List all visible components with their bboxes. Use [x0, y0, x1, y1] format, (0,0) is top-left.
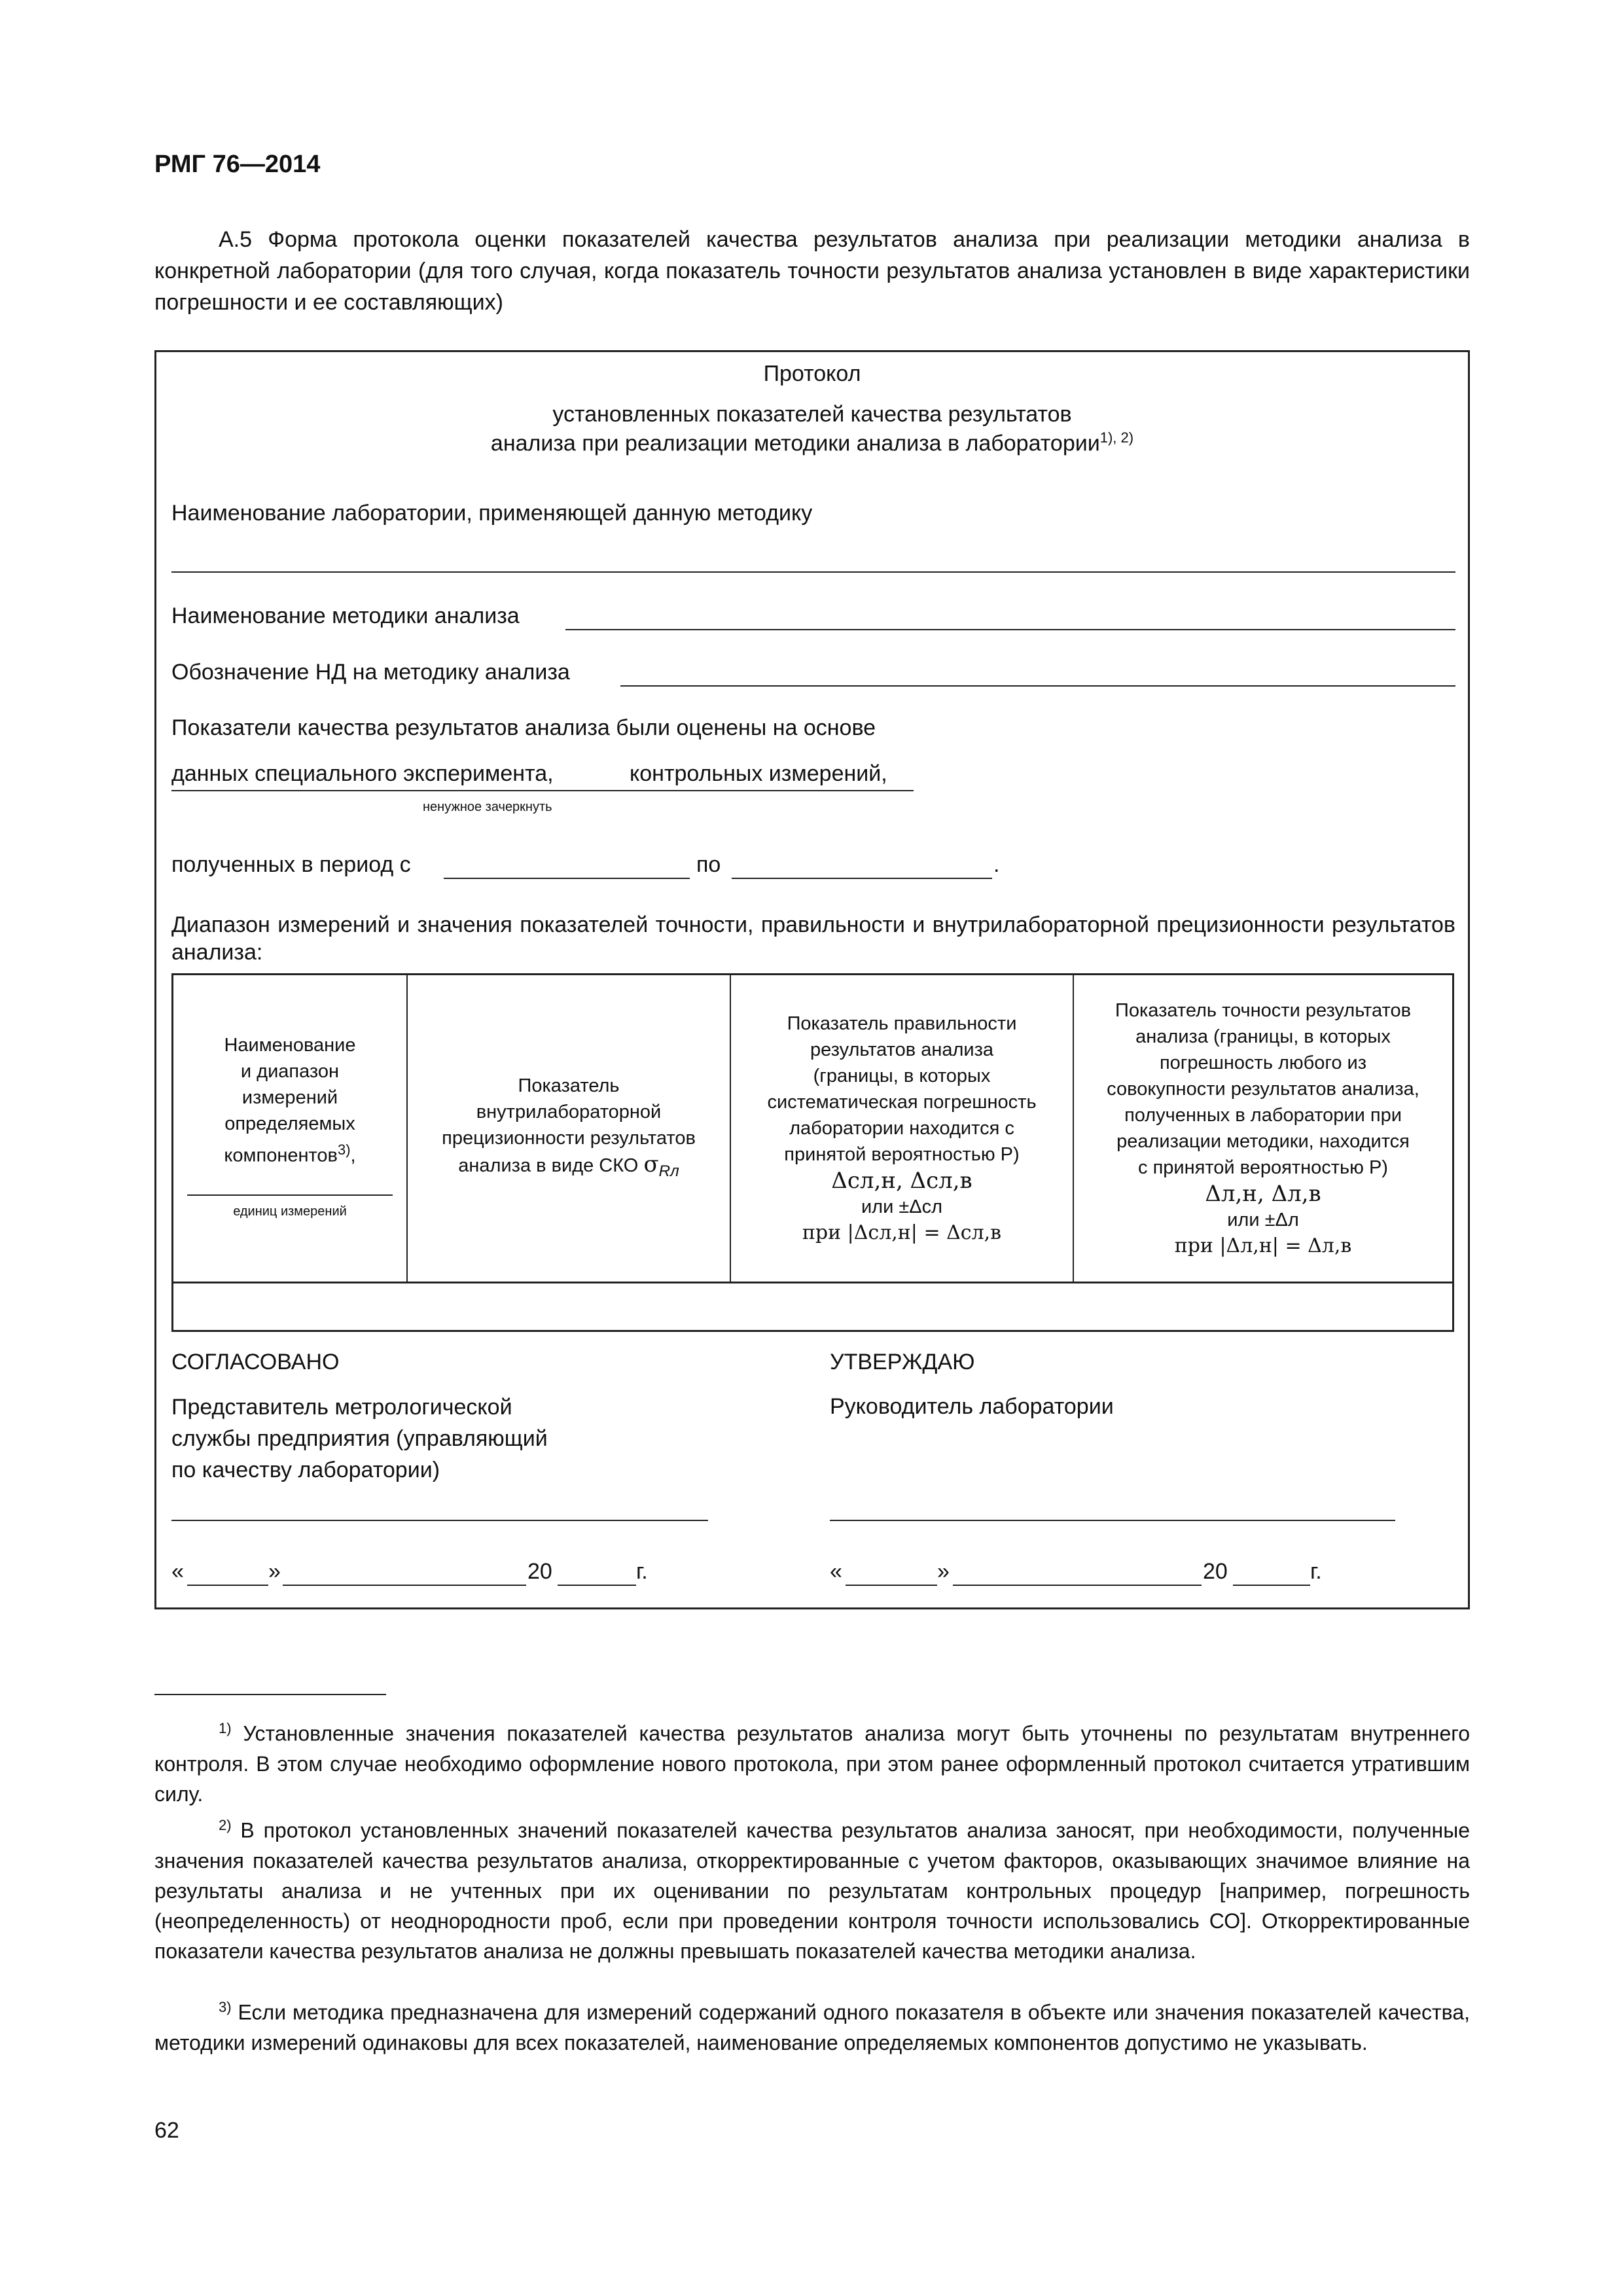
col4-formula-2: или ±Δл — [1227, 1210, 1299, 1230]
agreed-date-g: г. — [636, 1559, 648, 1584]
basis-underline — [171, 790, 914, 791]
basis-option-control[interactable]: контрольных измерений, — [630, 761, 887, 786]
footnote-text: Установленные значения показателей качества результатов анализа могут быть уточнены по результатам внутреннего контроля. В этом случае необходимо оформление нового протокола, при этом ранее оформленный протокол считается утратившим силу. — [154, 1721, 1471, 1806]
agreed-role-line: службы предприятия (управляющий — [171, 1426, 548, 1451]
agreed-date-month[interactable] — [283, 1585, 526, 1586]
col1-line: компонентов — [224, 1145, 338, 1166]
method-name-field[interactable] — [565, 629, 1455, 630]
col4-line: совокупности результатов анализа, — [1107, 1079, 1419, 1100]
col3-line: (границы, в которых — [813, 1066, 991, 1086]
range-label: Диапазон измерений и значения показателей точности, правильности и внутрилабораторной прецизионности результатов анализа: — [171, 912, 1455, 965]
page-number: 62 — [154, 2118, 179, 2143]
period-from-field[interactable] — [444, 878, 690, 879]
col1-ref: 3) — [337, 1141, 351, 1158]
col3-formula-1: Δсл,н, Δсл,в — [831, 1168, 972, 1194]
period-label: полученных в период с — [171, 852, 411, 877]
period-to-field[interactable] — [732, 878, 992, 879]
col1-units: единиц измерений — [233, 1204, 347, 1219]
footnote-text: Если методика предназначена для измерений содержаний одного показателя в объекте или значения показателей качества, методики измерений одинаковы для всех показателей, наименование определяемых компонентов допустимо не указывать. — [154, 2000, 1471, 2054]
col3-line: результатов анализа — [810, 1039, 994, 1060]
nd-label: Обозначение НД на методику анализа — [171, 660, 570, 685]
nd-field[interactable] — [620, 685, 1455, 687]
intro-paragraph: А.5 Форма протокола оценки показателей качества результатов анализа при реализации методики анализа в конкретной лаборатории (для того случая, когда показатель точности результатов анализа установлен в виде характеристики погрешности и ее составляющих) — [154, 227, 1470, 315]
lab-name-field[interactable] — [171, 571, 1455, 573]
approved-label: УТВЕРЖДАЮ — [830, 1350, 975, 1374]
col1-line: и диапазон — [240, 1060, 340, 1082]
basis-label: Показатели качества результатов анализа были оценены на основе — [171, 715, 876, 740]
approved-date-month[interactable] — [953, 1585, 1202, 1586]
col4-line: полученных в лаборатории при — [1124, 1105, 1402, 1126]
agreed-date-year-prefix: 20 — [527, 1559, 552, 1584]
approved-date-close: » — [937, 1559, 950, 1584]
basis-option-experiment[interactable]: данных специального эксперимента, — [171, 761, 554, 786]
footnote-ref: 1) — [219, 1720, 232, 1736]
col4-formula-3: при |Δл,н| = Δл,в — [1174, 1234, 1352, 1257]
indicators-table — [171, 973, 1454, 1332]
col2-line: внутрилабораторной — [476, 1101, 662, 1122]
period-end: . — [993, 852, 1000, 877]
col1-line: определяемых — [224, 1113, 355, 1134]
footnote-1 — [154, 1713, 1470, 1809]
approved-date-open: « — [830, 1559, 842, 1584]
approved-date-year[interactable] — [1233, 1585, 1310, 1586]
period-to-label: по — [696, 852, 721, 877]
col3-formula-2: или ±Δсл — [861, 1196, 943, 1217]
table-col-trueness — [731, 975, 1074, 1282]
protocol-subtitle-2 — [154, 429, 1470, 456]
col3-line: систематическая погрешность — [767, 1092, 1037, 1113]
lab-name-label: Наименование лаборатории, применяющей данную методику — [171, 501, 813, 526]
col1-units-line[interactable] — [187, 1194, 393, 1196]
approved-role: Руководитель лаборатории — [830, 1394, 1114, 1419]
col4-line: анализа (границы, в которых — [1135, 1026, 1391, 1047]
protocol-subtitle-2-text: анализа при реализации методики анализа в лаборатории — [490, 431, 1100, 456]
col4-line: Показатель точности результатов — [1115, 1000, 1411, 1021]
table-empty-row[interactable] — [171, 1280, 1454, 1332]
agreed-date-year[interactable] — [558, 1585, 636, 1586]
col4-line: погрешность любого из — [1159, 1052, 1367, 1073]
agreed-role — [171, 1391, 548, 1486]
col4-formula-1: Δл,н, Δл,в — [1205, 1181, 1321, 1207]
col2-line: Показатель — [518, 1075, 620, 1096]
approved-date-g: г. — [1310, 1559, 1322, 1584]
table-col-components — [173, 975, 408, 1282]
footnote-separator — [154, 1694, 386, 1695]
footnote-3 — [154, 1992, 1470, 2058]
footnote-2 — [154, 1810, 1470, 1966]
approved-signature-line[interactable] — [830, 1520, 1395, 1521]
footnote-text: В протокол установленных значений показателей качества результатов анализа заносят, при необходимости, полученные значения показателей качества результатов анализа, откорректированные с учетом факторов, оказывающих значимое влияние на результаты анализа и не учтенных при их оценивании по результатам контрольных процедур [например, погрешность (неопределенность) от неоднородности проб, если при проведении контроля точности использовались СО]. Откорректированные показатели качества результатов анализа не должны превышать показателей качества методики анализа. — [154, 1818, 1471, 1963]
col1-tail: , — [350, 1145, 356, 1166]
table-col-accuracy — [1074, 975, 1452, 1282]
footnote-ref: 2) — [219, 1817, 232, 1833]
method-name-label: Наименование методики анализа — [171, 603, 520, 628]
agreed-label: СОГЛАСОВАНО — [171, 1350, 340, 1374]
col4-line: реализации методики, находится — [1116, 1131, 1410, 1152]
subtitle-refs: 1), 2) — [1099, 429, 1134, 446]
approved-date-day[interactable] — [846, 1585, 937, 1586]
sigma-sub: Rл — [658, 1162, 679, 1180]
col3-formula-3: при |Δсл,н| = Δсл,в — [802, 1221, 1002, 1244]
col1-line: измерений — [241, 1086, 338, 1108]
agreed-date-open: « — [171, 1559, 184, 1584]
agreed-role-line: Представитель метрологической — [171, 1395, 512, 1420]
agreed-role-line: по качеству лаборатории) — [171, 1458, 440, 1482]
table-col-precision — [408, 975, 731, 1282]
agreed-date-close: » — [268, 1559, 281, 1584]
col4-line: с принятой вероятностью Р) — [1138, 1157, 1388, 1178]
col3-line: Показатель правильности — [787, 1013, 1017, 1034]
strike-note: ненужное зачеркнуть — [423, 800, 552, 814]
protocol-title: Протокол — [763, 361, 861, 386]
sigma-symbol: σ — [643, 1151, 659, 1177]
col2-line: прецизионности результатов — [442, 1127, 696, 1149]
protocol-subtitle-1: установленных показателей качества результатов — [552, 402, 1072, 427]
approved-date-year-prefix: 20 — [1203, 1559, 1228, 1584]
col2-line-last — [458, 1151, 679, 1185]
col1-line-last — [224, 1137, 355, 1169]
agreed-date-day[interactable] — [187, 1585, 268, 1586]
col3-line: лаборатории находится с — [789, 1118, 1014, 1139]
footnote-ref: 3) — [219, 1999, 232, 2015]
col2-line: анализа в виде СКО — [458, 1155, 639, 1176]
agreed-signature-line[interactable] — [171, 1520, 708, 1521]
col1-line: Наименование — [224, 1034, 356, 1056]
document-code: РМГ 76—2014 — [154, 151, 321, 178]
col3-line: принятой вероятностью Р) — [784, 1144, 1020, 1165]
